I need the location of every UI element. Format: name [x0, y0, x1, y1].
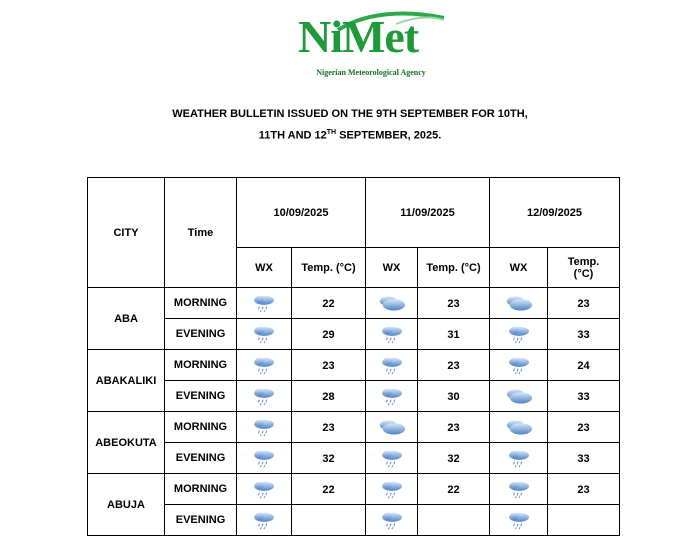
wx-header: WX	[490, 248, 548, 288]
time-header: Time	[165, 178, 237, 288]
temp-header: Temp. (°C)	[292, 248, 366, 288]
cloudy-icon	[504, 386, 534, 406]
evening-label: EVENING	[165, 443, 237, 474]
rain-cloud-icon	[251, 417, 277, 437]
cloudy-icon	[504, 417, 534, 437]
temperature-value: 22	[292, 288, 366, 319]
rain-cloud-icon	[506, 510, 532, 530]
wx-cell	[490, 443, 548, 474]
temperature-value: 32	[418, 443, 490, 474]
temperature-value	[548, 505, 620, 536]
wx-cell	[237, 350, 292, 381]
table-row	[88, 505, 620, 536]
city-rows	[88, 288, 620, 536]
rain-cloud-icon	[251, 355, 277, 375]
date-header: 11/09/2025	[366, 178, 490, 248]
temperature-value: 23	[292, 350, 366, 381]
wx-cell	[490, 319, 548, 350]
rain-cloud-icon	[379, 324, 405, 344]
wx-cell	[237, 319, 292, 350]
cloudy-icon	[377, 417, 407, 437]
city-name: ABAKALIKI	[88, 350, 165, 412]
wx-cell	[490, 288, 548, 319]
table-row	[88, 412, 620, 443]
temp-header: Temp. (°C)	[418, 248, 490, 288]
rain-cloud-icon	[251, 448, 277, 468]
rain-cloud-icon	[506, 324, 532, 344]
logo-met: Met	[342, 11, 419, 62]
wx-cell	[237, 443, 292, 474]
logo-wordmark	[298, 11, 419, 62]
temperature-value: 30	[418, 381, 490, 412]
temperature-value: 23	[548, 474, 620, 505]
rain-cloud-icon	[506, 448, 532, 468]
nimet-logo	[296, 10, 446, 77]
temperature-value: 23	[292, 412, 366, 443]
temperature-value: 29	[292, 319, 366, 350]
wx-cell	[237, 381, 292, 412]
bulletin-title-line2: 11TH AND 12TH SEPTEMBER, 2025.	[258, 129, 442, 142]
logo-subtitle: Nigerian Meteorological Agency	[316, 68, 426, 77]
temp-header: Temp. (°C)	[548, 248, 620, 288]
evening-label: EVENING	[165, 319, 237, 350]
rain-cloud-icon	[251, 324, 277, 344]
cloudy-icon	[377, 293, 407, 313]
weather-bulletin-table	[87, 177, 620, 536]
table-row	[88, 288, 620, 319]
temperature-value: 23	[418, 412, 490, 443]
table-row	[88, 319, 620, 350]
temperature-value: 33	[548, 381, 620, 412]
date-header: 12/09/2025	[490, 178, 620, 248]
table-row	[88, 381, 620, 412]
rain-cloud-icon	[379, 479, 405, 499]
temperature-value: 23	[418, 288, 490, 319]
city-name: ABUJA	[88, 474, 165, 536]
rain-cloud-icon	[506, 479, 532, 499]
morning-label: MORNING	[165, 412, 237, 443]
morning-label: MORNING	[165, 474, 237, 505]
rain-cloud-icon	[251, 479, 277, 499]
temperature-value	[292, 505, 366, 536]
date-header: 10/09/2025	[237, 178, 366, 248]
wx-cell	[366, 381, 418, 412]
wx-header: WX	[366, 248, 418, 288]
table-row	[88, 350, 620, 381]
temperature-value: 23	[548, 412, 620, 443]
wx-cell	[237, 505, 292, 536]
rain-cloud-icon	[251, 293, 277, 313]
temperature-value: 33	[548, 443, 620, 474]
morning-label: MORNING	[165, 288, 237, 319]
wx-cell	[366, 350, 418, 381]
table-row	[88, 443, 620, 474]
wx-cell	[490, 505, 548, 536]
wx-cell	[366, 505, 418, 536]
cloudy-icon	[504, 293, 534, 313]
rain-cloud-icon	[379, 386, 405, 406]
logo-ni: Ni	[298, 11, 342, 62]
temperature-value: 31	[418, 319, 490, 350]
wx-cell	[366, 319, 418, 350]
rain-cloud-icon	[251, 386, 277, 406]
city-name: ABA	[88, 288, 165, 350]
rain-cloud-icon	[506, 355, 532, 375]
wx-header: WX	[237, 248, 292, 288]
morning-label: MORNING	[165, 350, 237, 381]
wx-cell	[366, 443, 418, 474]
wx-cell	[366, 288, 418, 319]
temperature-value: 22	[292, 474, 366, 505]
temperature-value	[418, 505, 490, 536]
city-name: ABEOKUTA	[88, 412, 165, 474]
temperature-value: 23	[548, 288, 620, 319]
rain-cloud-icon	[251, 510, 277, 530]
wx-cell	[490, 350, 548, 381]
temperature-value: 33	[548, 319, 620, 350]
evening-label: EVENING	[165, 381, 237, 412]
wx-cell	[490, 381, 548, 412]
wx-cell	[237, 288, 292, 319]
rain-cloud-icon	[379, 355, 405, 375]
evening-label: EVENING	[165, 505, 237, 536]
temperature-value: 32	[292, 443, 366, 474]
bulletin-title-line1: WEATHER BULLETIN ISSUED ON THE 9TH SEPTEMBER FOR 10TH,	[172, 108, 528, 120]
temperature-value: 23	[418, 350, 490, 381]
wx-cell	[490, 412, 548, 443]
city-header: CITY	[88, 178, 165, 288]
rain-cloud-icon	[379, 448, 405, 468]
wx-cell	[237, 412, 292, 443]
temperature-value: 24	[548, 350, 620, 381]
temperature-value: 28	[292, 381, 366, 412]
temperature-value: 22	[418, 474, 490, 505]
rain-cloud-icon	[379, 510, 405, 530]
wx-cell	[366, 412, 418, 443]
